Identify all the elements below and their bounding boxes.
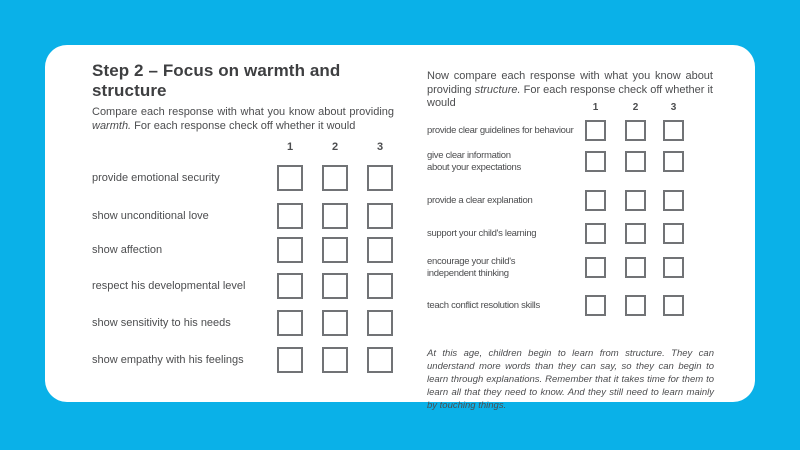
column-header-3: 3 <box>376 141 384 153</box>
checkbox[interactable] <box>367 347 393 373</box>
column-header-3: 3 <box>670 102 677 113</box>
intro-text: For each response check off whether it would <box>131 120 356 132</box>
checkbox[interactable] <box>322 347 348 373</box>
checkbox[interactable] <box>322 273 348 299</box>
structure-footnote: At this age, children begin to learn from structure. They can understand more words than they can say, so they can begin to learn through explanations. Remember that it takes time for them to learn all that they need to know. And they still need to learn mainly by touching things. <box>427 347 714 411</box>
page-title: Step 2 – Focus on warmth and structure <box>92 61 341 100</box>
table-row <box>92 165 393 191</box>
checkbox[interactable] <box>277 347 303 373</box>
row-label: encourage your child's independent thinking <box>427 255 516 279</box>
checkbox[interactable] <box>322 203 348 229</box>
intro-text: Compare each response with what you know about providing <box>92 106 394 118</box>
table-row <box>92 273 393 299</box>
checkbox[interactable] <box>277 203 303 229</box>
row-label: show unconditional love <box>92 210 209 222</box>
table-row <box>427 190 687 211</box>
table-row <box>92 310 393 336</box>
checkbox[interactable] <box>585 151 606 172</box>
row-label: provide emotional security <box>92 172 220 184</box>
intro-text: Now compare each response with what you know about providing <box>427 70 713 96</box>
checkbox[interactable] <box>277 273 303 299</box>
checkbox[interactable] <box>663 295 684 316</box>
checkbox[interactable] <box>367 237 393 263</box>
checkbox[interactable] <box>277 165 303 191</box>
checkbox[interactable] <box>663 120 684 141</box>
checkbox[interactable] <box>277 310 303 336</box>
worksheet-card <box>45 45 755 411</box>
checkbox[interactable] <box>585 223 606 244</box>
column-header-1: 1 <box>286 141 294 153</box>
checkbox[interactable] <box>322 237 348 263</box>
checkbox[interactable] <box>625 223 646 244</box>
checkbox[interactable] <box>663 190 684 211</box>
row-label: show affection <box>92 244 163 256</box>
column-header-2: 2 <box>331 141 339 153</box>
table-row <box>427 295 687 316</box>
intro-word-warmth: warmth. <box>92 120 132 132</box>
checkbox[interactable] <box>585 190 606 211</box>
checkbox[interactable] <box>663 257 684 278</box>
table-row <box>427 257 687 278</box>
warmth-intro-paragraph <box>92 105 394 133</box>
row-label: respect his developmental level <box>92 280 246 292</box>
row-label: show empathy with his feelings <box>92 354 244 366</box>
row-label: give clear information about your expectations <box>427 149 521 173</box>
checkbox[interactable] <box>625 151 646 172</box>
table-row <box>427 151 687 172</box>
checkbox[interactable] <box>625 120 646 141</box>
checkbox[interactable] <box>585 295 606 316</box>
table-row <box>92 203 393 229</box>
checkbox[interactable] <box>585 120 606 141</box>
table-row <box>92 347 393 373</box>
row-label: teach conflict resolution skills <box>427 299 540 311</box>
checkbox[interactable] <box>663 223 684 244</box>
checkbox[interactable] <box>663 151 684 172</box>
checkbox[interactable] <box>367 165 393 191</box>
checkbox[interactable] <box>322 165 348 191</box>
intro-text: For each response check off whether it would <box>427 83 713 109</box>
checkbox[interactable] <box>585 257 606 278</box>
checkbox[interactable] <box>367 273 393 299</box>
checkbox[interactable] <box>367 310 393 336</box>
row-label: support your child's learning <box>427 227 537 239</box>
intro-word-structure: structure. <box>474 83 521 96</box>
table-row <box>427 223 687 244</box>
column-header-2: 2 <box>632 102 639 113</box>
checkbox[interactable] <box>625 190 646 211</box>
column-header-1: 1 <box>592 102 599 113</box>
table-row <box>92 237 393 263</box>
checkbox[interactable] <box>625 257 646 278</box>
table-row <box>427 120 687 141</box>
checkbox[interactable] <box>277 237 303 263</box>
checkbox[interactable] <box>625 295 646 316</box>
checkbox[interactable] <box>367 203 393 229</box>
row-label: provide a clear explanation <box>427 194 533 206</box>
row-label: provide clear guidelines for behaviour <box>427 124 574 136</box>
checkbox[interactable] <box>322 310 348 336</box>
row-label: show sensitivity to his needs <box>92 317 231 329</box>
